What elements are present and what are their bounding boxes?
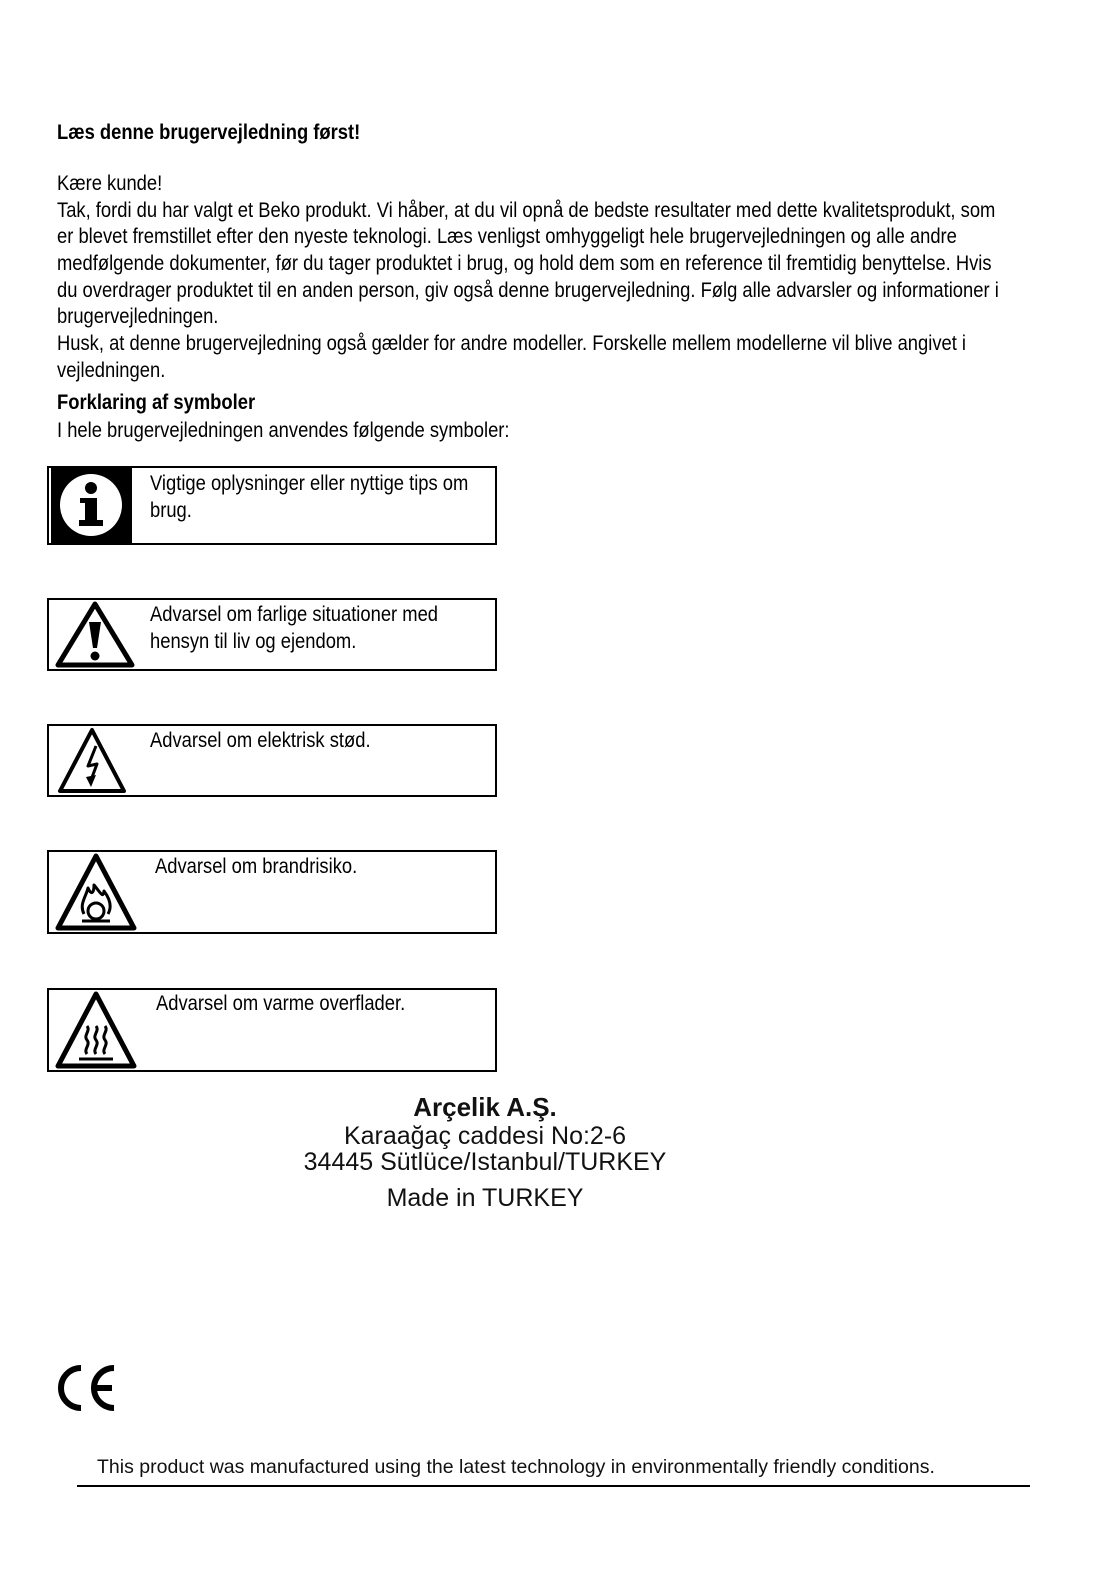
manufacturer-address-line: Karaağaç caddesi No:2-6 [343,1122,627,1150]
symbol-description [150,601,479,655]
symbol-box-hot-surface [47,988,497,1072]
paragraph-line: Tak, fordi du har valgt et Beko produkt. Vi håber, at du vil opnå de bedste resultater med dette kvalitetsprodukt, som [57,198,996,222]
country-of-origin: Made in TURKEY [386,1184,584,1212]
paragraph-line: brugervejledningen. [57,305,219,329]
paragraph-line: Husk, at denne brugervejledning også gælder for andre modeller. Forskelle mellem modellerne vil blive angivet i [57,332,967,356]
symbol-description [150,727,402,754]
symbol-description-line: Advarsel om elektrisk stød. [150,729,371,752]
electric-shock-icon [55,726,131,795]
warning-icon [53,600,137,669]
footer-statement: This product was manufactured using the latest technology in environmentally friendly conditions. [97,1456,935,1478]
symbol-description-line: hensyn til liv og ejendom. [150,630,357,653]
symbol-description-line: Advarsel om farlige situationer med [150,603,439,626]
symbol-description [156,990,441,1017]
intro-text [57,171,1104,385]
symbol-description [150,470,514,524]
symbol-box-warning [47,598,497,671]
symbol-description [155,853,386,880]
hot-surface-icon [53,990,139,1070]
fire-hazard-icon [53,852,139,932]
symbol-box-info [47,466,497,545]
symbol-description-line: Advarsel om brandrisiko. [155,855,358,878]
paragraph-line: vejledningen. [57,358,166,382]
section-heading: Forklaring af symboler [57,391,256,414]
info-icon [51,468,132,543]
manufacturer-address-line: 34445 Sütlüce/Istanbul/TURKEY [303,1148,667,1176]
paragraph-line: du overdrager produktet til en anden person, giv også denne brugervejledning. Følg alle advarsler og informationer i [57,278,999,302]
symbol-description-line: Vigtige oplysninger eller nyttige tips om [150,472,469,495]
paragraph-line: er blevet fremstillet efter den nyeste teknologi. Læs venligst omhyggeligt hele brugervejledningen og alle andre [57,225,957,249]
ce-mark-icon [50,1364,120,1412]
paragraph-line: medfølgende dokumenter, før du tager produktet i brug, og hold dem som en reference til fremtidig benyttelse. Hvis [57,252,992,276]
manufacturer-name: Arçelik A.Ş. [413,1092,557,1122]
greeting: Kære kunde! [57,172,163,195]
symbol-box-fire-hazard [47,850,497,934]
footer-divider [77,1485,1030,1487]
symbol-description-line: brug. [150,499,192,522]
symbol-box-electric-shock [47,724,497,797]
section-intro: I hele brugervejledningen anvendes følgende symboler: [57,419,510,442]
symbol-description-line: Advarsel om varme overflader. [156,992,406,1015]
page-title: Læs denne brugervejledning først! [57,121,361,144]
